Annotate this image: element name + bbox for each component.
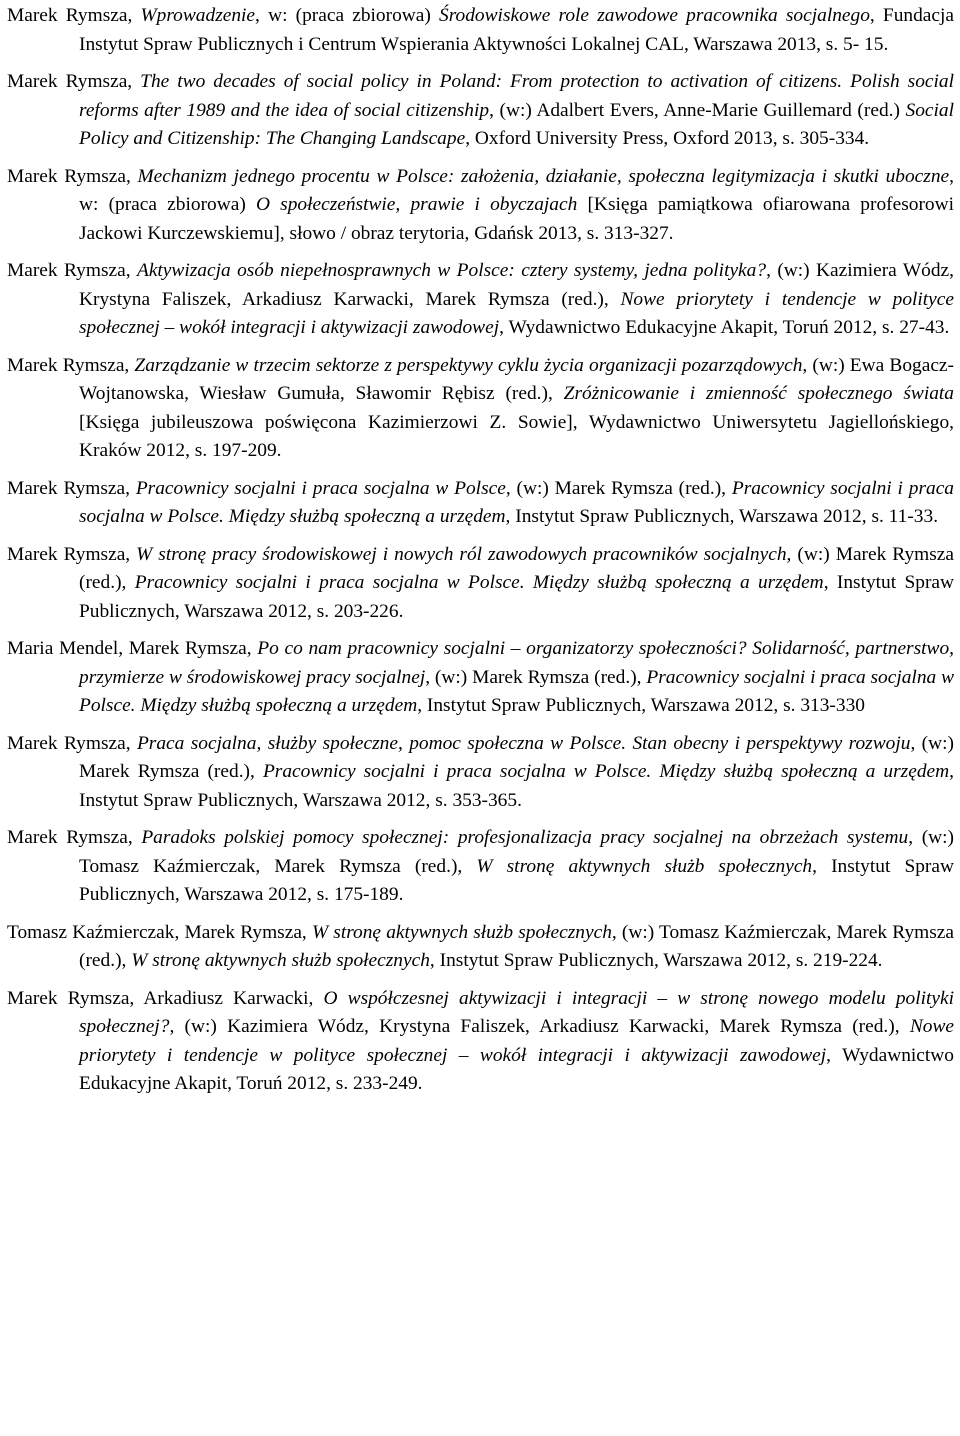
italic-title-text: Paradoks polskiej pomocy społecznej: profesjonalizacja pracy socjalnej na obrzeżach systemu bbox=[141, 827, 909, 848]
citation-text: , (w:) Marek Rymsza (red.), bbox=[505, 477, 732, 499]
citation-text: Marek Rymsza, bbox=[7, 5, 141, 26]
italic-title-text: Aktywizacja osób niepełnosprawnych w Polsce: cztery systemy, jedna polityka? bbox=[136, 260, 767, 281]
bibliography-entry bbox=[7, 352, 954, 466]
italic-title-text: Zarządzanie w trzecim sektorze z perspektywy cyklu życia organizacji pozarządowych bbox=[134, 354, 803, 376]
citation-text: , Wydawnictwo Edukacyjne Akapit, Toruń 2012, s. 27-43. bbox=[499, 317, 950, 338]
italic-title-text: The two decades of social policy in Poland: From protection to activation of citizens. Polish social reforms after 1989 and the idea of social citizenship bbox=[79, 71, 955, 121]
citation-text: , Instytut Spraw Publicznych, Warszawa 2012, s. 175-189. bbox=[79, 855, 954, 905]
italic-title-text: Środowiskowe role zawodowe pracownika socjalnego bbox=[439, 5, 870, 26]
citation-text: , Instytut Spraw Publicznych, Warszawa 2012, s. 203-226. bbox=[79, 572, 955, 622]
citation-text: , Instytut Spraw Publicznych, Warszawa 2012, s. 313-330 bbox=[417, 695, 865, 716]
citation-text: , (w:) Kazimiera Wódz, Krystyna Faliszek, Arkadiusz Karwacki, Marek Rymsza (red.), bbox=[169, 1016, 910, 1037]
citation-text: Marek Rymsza, Arkadiusz Karwacki, bbox=[7, 987, 324, 1009]
bibliography-entry bbox=[7, 257, 954, 343]
bibliography-entry bbox=[7, 730, 954, 816]
italic-title-text: W stronę aktywnych służb społecznych bbox=[311, 921, 612, 943]
citation-text: Marek Rymsza, bbox=[7, 732, 137, 754]
citation-text: Tomasz Kaźmierczak, Marek Rymsza, bbox=[7, 921, 312, 943]
citation-text: , (w:) Adalbert Evers, Anne-Marie Guillemard (red.) bbox=[489, 99, 906, 121]
italic-title-text: Pracownicy socjalni i praca socjalna w Polsce. Między służbą społeczną a urzędem bbox=[79, 477, 955, 527]
italic-title-text: Zróżnicowanie i zmienność społecznego świata bbox=[563, 383, 954, 404]
italic-title-text: Nowe priorytety i tendencje w polityce społecznej – wokół integracji i aktywizacji zawodowej bbox=[79, 288, 954, 338]
bibliography-entry bbox=[7, 163, 954, 249]
citation-text: , Oxford University Press, Oxford 2013, s. 305-334. bbox=[465, 128, 870, 149]
italic-title-text: Pracownicy socjalni i praca socjalna w Polsce. Między służbą społeczną a urzędem bbox=[262, 761, 950, 782]
citation-text: Marek Rymsza, bbox=[7, 71, 141, 92]
bibliography-entry bbox=[7, 985, 954, 1099]
italic-title-text: W stronę aktywnych służb społecznych bbox=[131, 950, 430, 971]
citation-text: , (w:) Marek Rymsza (red.), bbox=[425, 666, 647, 688]
citation-text: [Księga jubileuszowa poświęcona Kazimierzowi Z. Sowie], Wydawnictwo Uniwersytetu Jagiellońskiego, Kraków 2012, s. 197-209. bbox=[79, 411, 954, 461]
citation-text: , Instytut Spraw Publicznych, Warszawa 2012, s. 353-365. bbox=[79, 761, 954, 811]
italic-title-text: Po co nam pracownicy socjalni – organizatorzy społeczności? Solidarność, partnerstwo, przymierze w środowiskowej pracy socjalnej bbox=[79, 638, 955, 688]
citation-text: , Wydawnictwo Edukacyjne Akapit, Toruń 2012, s. 233-249. bbox=[79, 1044, 954, 1094]
citation-text: , Instytut Spraw Publicznych, Warszawa 2012, s. 11-33. bbox=[505, 506, 939, 527]
italic-title-text: Mechanizm jednego procentu w Polsce: założenia, działanie, społeczna legitymizacja i skutki uboczne bbox=[137, 165, 950, 187]
italic-title-text: Pracownicy socjalni i praca socjalna w Polsce. Między służbą społeczną a urzędem bbox=[79, 666, 955, 716]
italic-title-text: Wprowadzenie bbox=[140, 5, 256, 26]
italic-title-text: Pracownicy socjalni i praca socjalna w Polsce bbox=[135, 477, 506, 499]
citation-text: Marek Rymsza, bbox=[7, 827, 142, 848]
italic-title-text: Nowe priorytety i tendencje w polityce społecznej – wokół integracji i aktywizacji zawodowej bbox=[79, 1016, 954, 1066]
citation-text: , w: (praca zbiorowa) bbox=[79, 165, 954, 215]
bibliography-entry bbox=[7, 475, 954, 532]
italic-title-text: W stronę pracy środowiskowej i nowych ról zawodowych pracowników socjalnych bbox=[136, 543, 787, 565]
citation-text: [Księga pamiątkowa ofiarowana profesorowi Jackowi Kurczewskiemu], słowo / obraz terytoria, Gdańsk 2013, s. 313-327. bbox=[79, 194, 955, 244]
bibliography-entry bbox=[7, 635, 954, 721]
bibliography-entry bbox=[7, 824, 954, 910]
bibliography-entry bbox=[7, 68, 954, 154]
citation-text: , (w:) Tomasz Kaźmierczak, Marek Rymsza (red.), bbox=[79, 921, 954, 971]
italic-title-text: Social Policy and Citizenship: The Changing Landscape bbox=[79, 99, 954, 149]
citation-text: Maria Mendel, Marek Rymsza, bbox=[7, 638, 258, 659]
bibliography-entry bbox=[7, 541, 954, 627]
citation-text: , (w:) Ewa Bogacz-Wojtanowska, Wiesław Gumuła, Sławomir Rębisz (red.), bbox=[79, 354, 954, 404]
citation-text: Marek Rymsza, bbox=[7, 260, 137, 281]
citation-text: Marek Rymsza, bbox=[7, 354, 135, 376]
bibliography-entry bbox=[7, 2, 954, 59]
citation-text: Marek Rymsza, bbox=[7, 543, 137, 565]
bibliography-entry bbox=[7, 919, 954, 976]
citation-text: , (w:) Marek Rymsza (red.), bbox=[79, 732, 954, 782]
citation-text: , (w:) Kazimiera Wódz, Krystyna Faliszek, Arkadiusz Karwacki, Marek Rymsza (red.), bbox=[79, 260, 954, 310]
italic-title-text: O współczesnej aktywizacji i integracji – w stronę nowego modelu polityki społecznej? bbox=[79, 987, 954, 1037]
citation-text: , (w:) Marek Rymsza (red.), bbox=[79, 543, 955, 593]
italic-title-text: W stronę aktywnych służb społecznych bbox=[476, 855, 813, 877]
citation-text: Marek Rymsza, bbox=[7, 477, 136, 499]
citation-text: , w: (praca zbiorowa) bbox=[255, 5, 440, 26]
italic-title-text: Praca socjalna, służby społeczne, pomoc społeczna w Polsce. Stan obecny i perspektywy rozwoju bbox=[136, 732, 911, 754]
italic-title-text: O społeczeństwie, prawie i obyczajach bbox=[255, 194, 578, 215]
citation-text: , (w:) Tomasz Kaźmierczak, Marek Rymsza (red.), bbox=[79, 827, 955, 877]
citation-text: Marek Rymsza, bbox=[7, 165, 138, 187]
italic-title-text: Pracownicy socjalni i praca socjalna w Polsce. Między służbą społeczną a urzędem bbox=[134, 572, 824, 593]
citation-text: , Instytut Spraw Publicznych, Warszawa 2012, s. 219-224. bbox=[429, 950, 883, 971]
citation-text: , Fundacja Instytut Spraw Publicznych i Centrum Wspierania Aktywności Lokalnej CAL, Warszawa 2013, s. 5- 15. bbox=[79, 5, 955, 55]
